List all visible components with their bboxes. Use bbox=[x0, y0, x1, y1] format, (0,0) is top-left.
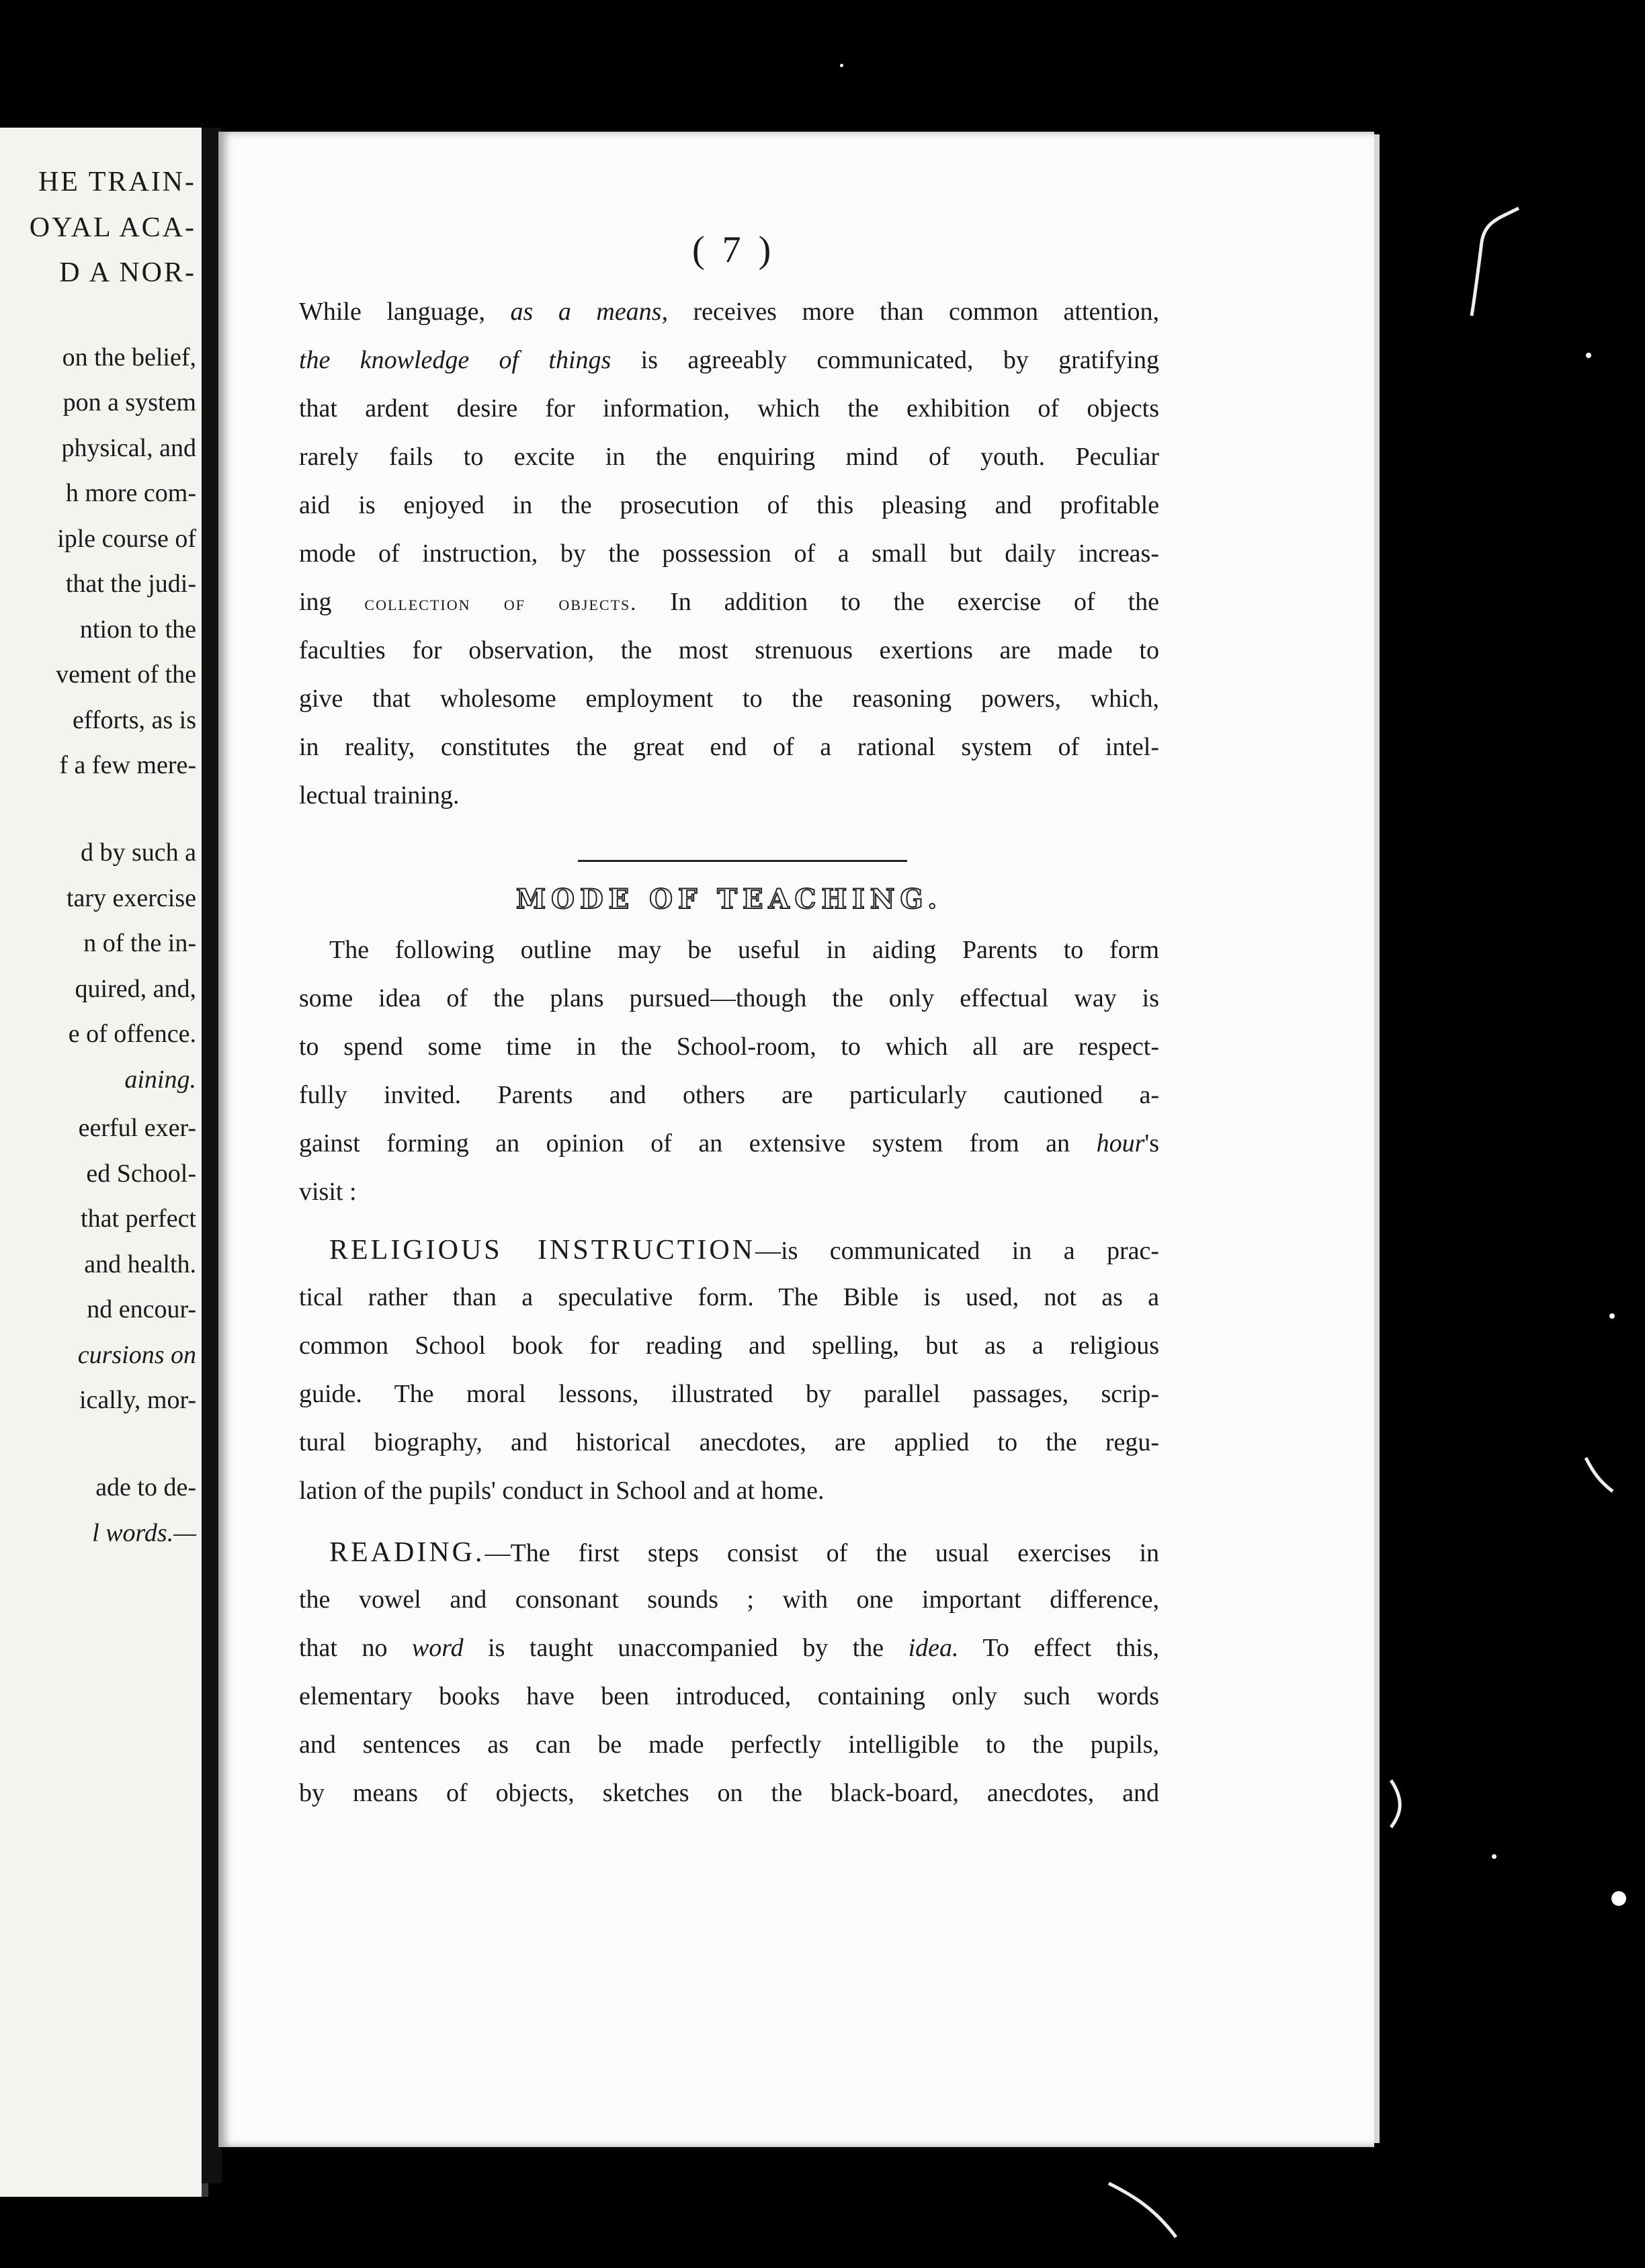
text-run: in reality, constitutes the great end of a rational system of intel- bbox=[299, 733, 1159, 761]
text-run: lation of the pupils' conduct in School and at home. bbox=[299, 1477, 825, 1505]
left-page-line: that the judi- bbox=[65, 570, 196, 598]
film-speck bbox=[1492, 1854, 1496, 1859]
paragraph3-line bbox=[329, 1236, 1159, 1264]
text-run: and sentences as can be made perfectly intelligible to the pupils, bbox=[299, 1731, 1159, 1759]
film-speck bbox=[1611, 1891, 1626, 1906]
paragraph1-line bbox=[299, 299, 1159, 324]
paragraph1-line bbox=[299, 783, 1159, 808]
paragraph4-line bbox=[299, 1684, 1159, 1709]
text-run: faculties for observation, the most strenuous exertions are made to bbox=[299, 636, 1159, 664]
left-page-line: ed School- bbox=[86, 1160, 196, 1188]
text-run: To effect this, bbox=[958, 1634, 1159, 1662]
text-run: give that wholesome employment to the reasoning powers, which, bbox=[299, 685, 1159, 713]
text-run: guide. The moral lessons, illustrated by parallel passages, scrip- bbox=[299, 1380, 1159, 1408]
left-page-line: on the belief, bbox=[62, 343, 196, 372]
paragraph3-line bbox=[299, 1478, 1159, 1503]
text-run: tural biography, and historical anecdotes, are applied to the regu- bbox=[299, 1428, 1159, 1456]
text-run: the vowel and consonant sounds ; with one important difference, bbox=[299, 1585, 1159, 1614]
film-speck bbox=[840, 64, 843, 67]
left-page-line: e of offence. bbox=[68, 1020, 196, 1048]
left-page-line: ntion to the bbox=[79, 615, 196, 644]
text-run: lectual training. bbox=[299, 781, 460, 810]
italic-run: hour bbox=[1096, 1129, 1145, 1158]
text-run: tical rather than a speculative form. The Bible is used, not as a bbox=[299, 1283, 1159, 1311]
paragraph1-line bbox=[299, 541, 1159, 566]
paragraph3-line bbox=[299, 1284, 1159, 1310]
film-speck bbox=[1609, 1313, 1615, 1319]
text-run: The following outline may be useful in aiding Parents to form bbox=[329, 936, 1159, 964]
small-caps-run: collection of objects. bbox=[364, 591, 638, 615]
left-page-line: n of the in- bbox=[83, 929, 196, 957]
run-in-heading: RELIGIOUS INSTRUCTION bbox=[329, 1235, 756, 1266]
paragraph1-line bbox=[299, 734, 1159, 760]
text-run: mode of instruction, by the possession of a small but daily increas- bbox=[299, 539, 1159, 568]
section-rule bbox=[578, 860, 907, 862]
section-heading: MODE OF TEACHING. bbox=[515, 883, 943, 915]
text-run: that no bbox=[299, 1634, 412, 1662]
text-run: ing bbox=[299, 588, 365, 616]
left-page-line: ically, mor- bbox=[79, 1386, 196, 1414]
paragraph2-line bbox=[299, 1131, 1159, 1156]
text-run: aid is enjoyed in the prosecution of this pleasing and profitable bbox=[299, 491, 1159, 519]
text-run: —The first steps consist of the usual exercises in bbox=[484, 1539, 1159, 1567]
left-page-line: nd encour- bbox=[87, 1295, 196, 1323]
text-run: common School book for reading and spelling, but as a religious bbox=[299, 1332, 1159, 1360]
left-page-line: tary exercise bbox=[66, 884, 196, 912]
text-run: —is communicated in a prac- bbox=[755, 1237, 1159, 1265]
text-run: rarely fails to excite in the enquiring mind of youth. Peculiar bbox=[299, 443, 1159, 471]
text-run: by means of objects, sketches on the black-board, anecdotes, and bbox=[299, 1779, 1159, 1807]
paragraph4-line bbox=[299, 1587, 1159, 1612]
film-scratch bbox=[1425, 202, 1525, 322]
left-page-line: h more com- bbox=[65, 479, 196, 507]
left-page-line: quired, and, bbox=[75, 975, 196, 1003]
left-page-line: cursions on bbox=[77, 1341, 196, 1369]
left-page-line: l words.— bbox=[92, 1519, 196, 1547]
text-run: some idea of the plans pursued—though the only effectual way is bbox=[299, 984, 1159, 1012]
left-page-line: iple course of bbox=[57, 525, 196, 553]
text-run: In addition to the exercise of the bbox=[637, 588, 1159, 616]
text-run: While language, bbox=[299, 298, 511, 326]
paragraph1-line bbox=[299, 444, 1159, 470]
italic-run: idea. bbox=[908, 1634, 959, 1662]
paragraph1-line bbox=[299, 638, 1159, 663]
left-page-line: D A NOR- bbox=[59, 257, 196, 288]
text-run: gainst forming an opinion of an extensive system from an bbox=[299, 1129, 1097, 1158]
paragraph3-line bbox=[299, 1430, 1159, 1455]
italic-run: as a means, bbox=[510, 298, 668, 326]
left-page-line: vement of the bbox=[56, 660, 196, 689]
run-in-heading: READING. bbox=[329, 1537, 485, 1568]
left-page-line: aining. bbox=[124, 1065, 196, 1094]
film-scratch bbox=[1384, 1774, 1425, 1834]
page-number: ( 7 ) bbox=[692, 229, 775, 271]
left-page-line: and health. bbox=[84, 1250, 196, 1278]
text-run: to spend some time in the School-room, to which all are respect- bbox=[299, 1033, 1159, 1061]
left-page-line: that perfect bbox=[81, 1205, 196, 1233]
left-page-line: pon a system bbox=[62, 388, 196, 417]
left-page-line: HE TRAIN- bbox=[38, 167, 196, 198]
paragraph1-line bbox=[299, 492, 1159, 518]
text-run: elementary books have been introduced, containing only such words bbox=[299, 1682, 1159, 1710]
text-run: is agreeably communicated, by gratifying bbox=[611, 346, 1159, 374]
left-page-line: eerful exer- bbox=[78, 1114, 196, 1142]
italic-run: the knowledge of things bbox=[299, 346, 611, 374]
left-page-line: ade to de- bbox=[95, 1473, 196, 1501]
paragraph2-line bbox=[299, 1082, 1159, 1108]
left-page-line: d by such a bbox=[80, 838, 196, 867]
italic-run: word bbox=[411, 1634, 464, 1662]
paragraph1-line bbox=[299, 347, 1159, 373]
paragraph4-line bbox=[329, 1538, 1159, 1567]
text-run: visit : bbox=[299, 1178, 357, 1206]
paragraph1-line bbox=[299, 686, 1159, 711]
left-page-line: f a few mere- bbox=[59, 751, 196, 779]
page-edge bbox=[1374, 134, 1380, 2143]
text-run: receives more than common attention, bbox=[667, 298, 1159, 326]
film-scratch bbox=[1102, 2177, 1183, 2244]
paragraph2-line bbox=[299, 1179, 1159, 1205]
paragraph3-line bbox=[299, 1381, 1159, 1407]
paragraph3-line bbox=[299, 1333, 1159, 1358]
paragraph1-line bbox=[299, 589, 1159, 615]
paragraph2-line bbox=[299, 986, 1159, 1011]
text-run: 's bbox=[1144, 1129, 1159, 1158]
paragraph1-line bbox=[299, 396, 1159, 421]
paragraph4-line bbox=[299, 1732, 1159, 1757]
paragraph4-line bbox=[299, 1780, 1159, 1806]
paragraph4-line bbox=[299, 1635, 1159, 1661]
left-page-line: efforts, as is bbox=[73, 706, 196, 734]
paragraph2-line bbox=[329, 937, 1159, 963]
paragraph2-line bbox=[299, 1034, 1159, 1059]
text-run: fully invited. Parents and others are particularly cautioned a- bbox=[299, 1081, 1159, 1109]
left-facing-page bbox=[0, 128, 208, 2197]
text-run: is taught unaccompanied by the bbox=[463, 1634, 909, 1662]
film-speck bbox=[1586, 353, 1591, 358]
text-run: that ardent desire for information, which the exhibition of objects bbox=[299, 394, 1159, 423]
left-page-line: physical, and bbox=[61, 434, 196, 462]
film-scratch bbox=[1579, 1451, 1619, 1498]
left-page-line: OYAL ACA- bbox=[29, 212, 196, 243]
